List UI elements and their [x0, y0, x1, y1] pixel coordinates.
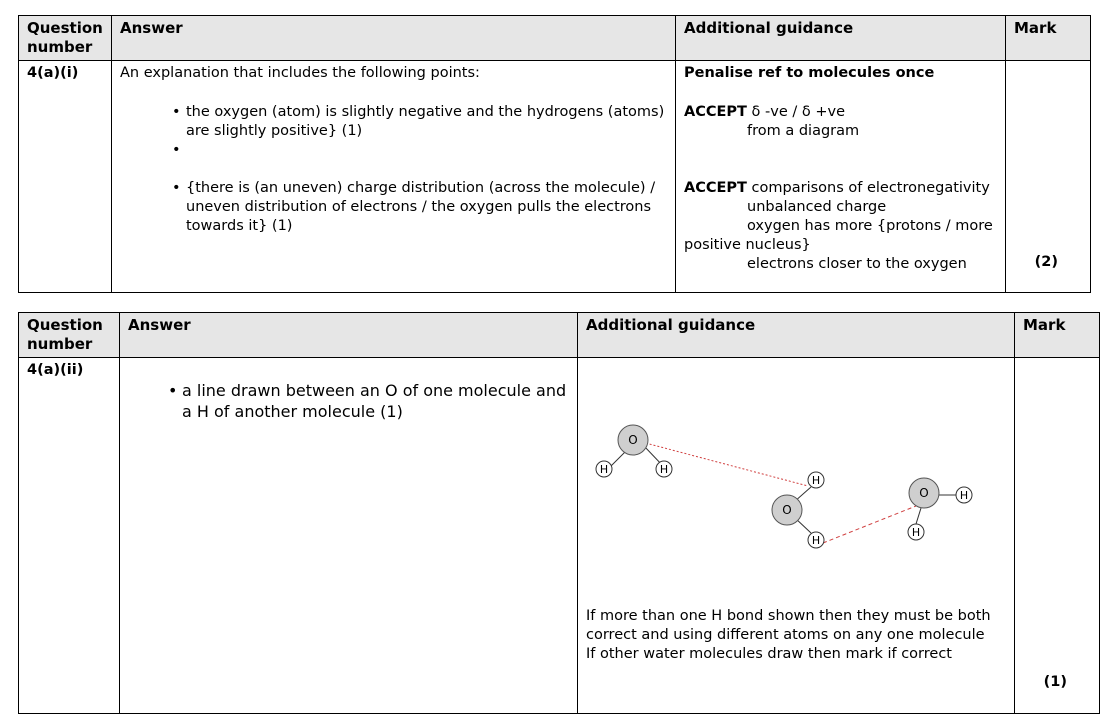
- mark-value: (2): [1034, 254, 1058, 270]
- answer-bullets: [160, 103, 667, 236]
- accept-label-1: ACCEPT: [684, 104, 747, 120]
- mark-cell: [1006, 61, 1091, 293]
- question-row: [19, 61, 1091, 293]
- hydrogen-label: H: [811, 474, 821, 487]
- oxygen-label: O: [919, 486, 929, 500]
- question-number: 4(a)(i): [19, 61, 112, 293]
- hydrogen-bond-line-2: [823, 506, 916, 543]
- accept-block-2: [684, 179, 997, 198]
- mark-value: (1): [1043, 674, 1067, 690]
- answer-bullet-1: • the oxygen (atom) is slightly negative and the hydrogens (atoms) are slightly positive} (1): [160, 103, 667, 141]
- accept-1-line-1: δ -ve / δ +ve: [751, 104, 845, 120]
- header-row: [19, 16, 1091, 61]
- guidance-cell: [676, 61, 1006, 293]
- mark-scheme-table-1: [18, 15, 1091, 293]
- oxygen-label: O: [782, 503, 792, 517]
- accept-1-line-2: from a diagram: [747, 123, 860, 139]
- accept-2-line-5: electrons closer to the oxygen: [747, 256, 967, 272]
- answer-intro: An explanation that includes the following points:: [120, 65, 480, 81]
- header-answer: Answer: [120, 313, 578, 358]
- header-additional-guidance: Additional guidance: [676, 16, 1006, 61]
- question-row: [19, 358, 1100, 714]
- guidance-line-3: If other water molecules draw then mark if correct: [586, 646, 952, 662]
- guidance-cell: [578, 358, 1015, 714]
- water-molecules-diagram: [586, 379, 1006, 559]
- header-question-number: Question number: [19, 16, 112, 61]
- hydrogen-label: H: [959, 489, 969, 502]
- answer-cell: [120, 358, 578, 714]
- answer-bullets: [156, 380, 569, 422]
- hydrogen-label: H: [911, 526, 921, 539]
- answer-cell: [112, 61, 676, 293]
- header-question-number: Question number: [19, 313, 120, 358]
- accept-block-1: [684, 103, 997, 122]
- accept-2-line-2: unbalanced charge: [747, 199, 887, 215]
- accept-label-2: ACCEPT: [684, 180, 747, 196]
- answer-bullet-1: • a line drawn between an O of one molecule and a H of another molecule (1): [156, 380, 569, 422]
- accept-2-line-3: oxygen has more {protons / more: [747, 218, 993, 234]
- guidance-line-2: correct and using different atoms on any one molecule: [586, 627, 985, 643]
- hydrogen-label: H: [599, 463, 609, 476]
- answer-bullet-2: • {there is (an uneven) charge distribution (across the molecule) / uneven distribution of electrons / the oxygen pulls the electrons towards it} (1): [160, 179, 667, 236]
- guidance-penalise: Penalise ref to molecules once: [684, 65, 935, 81]
- header-row: [19, 313, 1100, 358]
- question-number: 4(a)(ii): [19, 358, 120, 714]
- oxygen-label: O: [628, 433, 638, 447]
- hydrogen-label: H: [811, 534, 821, 547]
- water-molecule-3: [908, 478, 972, 540]
- accept-2-line-4: positive nucleus}: [684, 237, 811, 253]
- guidance-line-1: If more than one H bond shown then they must be both: [586, 608, 991, 624]
- water-molecule-1: [596, 425, 672, 477]
- hydrogen-label: H: [659, 463, 669, 476]
- header-additional-guidance: Additional guidance: [578, 313, 1015, 358]
- bullet-spacer: [160, 141, 667, 179]
- accept-2-line-1: comparisons of electronegativity: [751, 180, 990, 196]
- header-mark: Mark: [1015, 313, 1100, 358]
- header-answer: Answer: [112, 16, 676, 61]
- mark-scheme-table-2: [18, 312, 1100, 714]
- guidance-text: [586, 607, 1006, 664]
- header-mark: Mark: [1006, 16, 1091, 61]
- mark-cell: [1015, 358, 1100, 714]
